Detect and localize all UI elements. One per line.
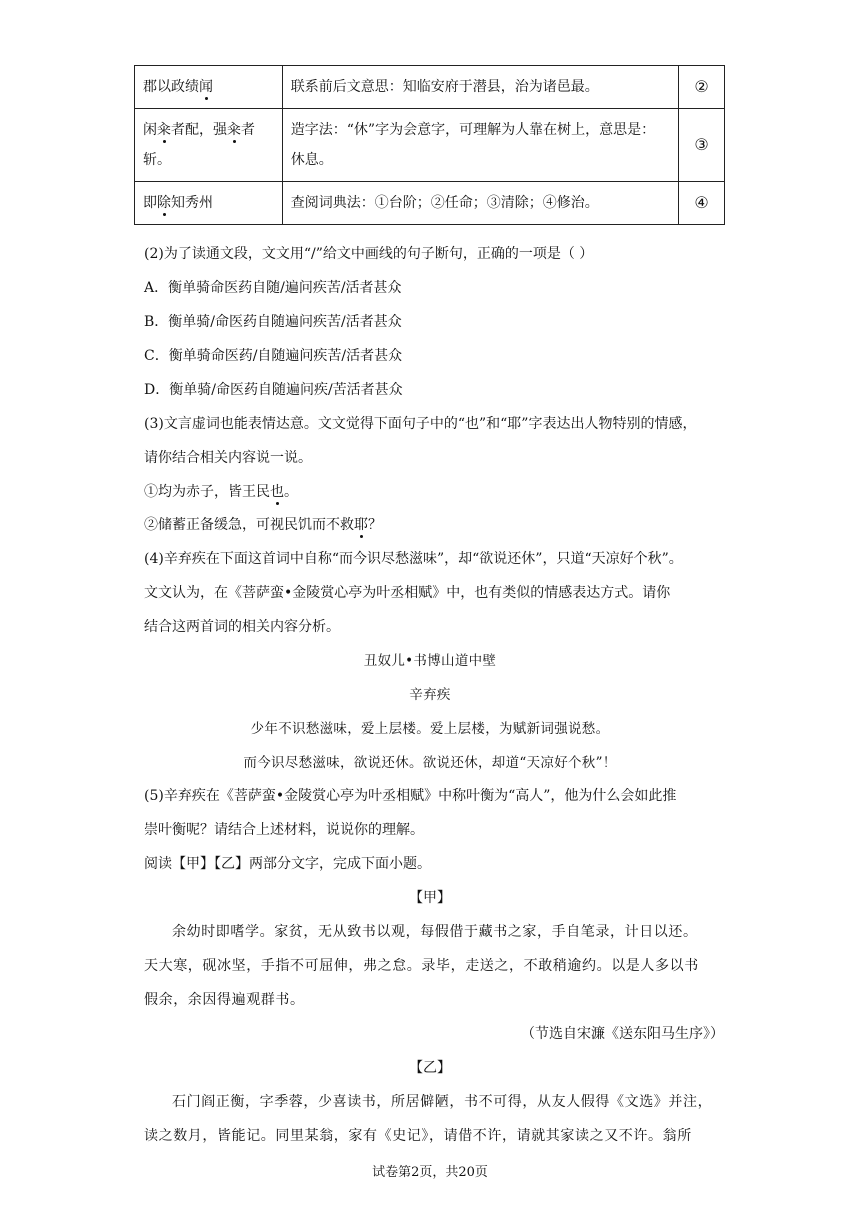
question-2-option-b: B．衡单骑/命医药自随遍问疾苦/活者甚众 [144, 314, 402, 330]
table-cell-method: 造字法：“休”字为会意字，可理解为人靠在树上，意思是： 休息。 [282, 109, 678, 182]
table-cell-term: 郡以政绩闻 [135, 66, 283, 109]
passage-yi-line-1: 石门阎正衡，字季蓉，少喜读书，所居僻陋，书不可得，从友人假得《文选》并注， [172, 1094, 713, 1110]
question-5-line-1: (5)辛弃疾在《菩萨蛮•金陵赏心亭为叶丞相赋》中称叶衡为“高人”，他为什么会如此推 [144, 788, 677, 804]
table-cell-method: 查阅词典法：①台阶；②任命；③清除；④修治。 [282, 182, 678, 225]
passage-jia-line-2: 天大寒，砚冰坚，手指不可屈伸，弗之怠。录毕，走送之，不敢稍逾约。以是人多以书 [144, 958, 699, 974]
table-cell-method: 联系前后文意思：知临安府于潜县，治为诸邑最。 [282, 66, 678, 109]
question-3-line-2: 请你结合相关内容说一说。 [144, 450, 312, 466]
table-cell-term: 即除知秀州 [135, 182, 283, 225]
question-4-line-1: (4)辛弃疾在下面这首词中自称“而今识尽愁滋味”，却“欲说还休”，只道“天凉好个秋”。 [144, 551, 683, 567]
poem-title: 丑奴儿•书博山道中壁 [363, 653, 497, 669]
emphasis-dot-char: 籴 [227, 122, 241, 138]
table-cell-number: ④ [679, 182, 725, 225]
table-cell-number: ③ [679, 109, 725, 182]
question-4-line-3: 结合这两首词的相关内容分析。 [144, 619, 340, 635]
emphasis-dot-char: 也 [270, 484, 284, 500]
emphasis-dot-char: 闻 [199, 79, 213, 95]
passage-yi-heading: 【乙】 [409, 1060, 451, 1076]
poem-line-1: 少年不识愁滋味，爱上层楼。爱上层楼，为赋新词强说愁。 [250, 721, 610, 737]
question-2-option-c: C．衡单骑命医药/自随遍问疾苦/活者甚众 [144, 348, 403, 364]
poem-line-2: 而今识尽愁滋味，欲说还休。欲说还休，却道“天凉好个秋”！ [243, 755, 617, 771]
passage-jia-line-1: 余幼时即嗜学。家贫，无从致书以观，每假借于藏书之家，手自笔录，计日以还。 [172, 924, 698, 940]
passage-jia-heading: 【甲】 [409, 890, 451, 906]
question-2-option-a: A．衡单骑命医药自随/遍问疾苦/活者甚众 [144, 280, 402, 296]
reading-intro: 阅读【甲】【乙】两部分文字，完成下面小题。 [144, 856, 431, 872]
question-2-stem: (2)为了读通文段，文文用“/”给文中画线的句子断句，正确的一项是（ ） [144, 246, 594, 262]
emphasis-dot-char: 籴 [157, 122, 171, 138]
question-5-line-2: 崇叶衡呢？请结合上述材料，说说你的理解。 [144, 822, 424, 838]
emphasis-dot-char: 除 [157, 195, 171, 211]
passage-jia-line-3: 假余，余因得遍观群书。 [144, 992, 305, 1008]
question-2-option-d: D．衡单骑/命医药自随遍问疾/苦活者甚众 [144, 382, 403, 398]
vocab-method-table [134, 65, 725, 225]
table-row [135, 66, 725, 109]
table-cell-term: 闲籴者配，强籴者 斩。 [135, 109, 283, 182]
passage-yi-line-2: 读之数月，皆能记。同里某翁，家有《史记》，请借不许，请就其家读之又不许。翁所 [144, 1128, 692, 1144]
table-cell-number: ② [679, 66, 725, 109]
table-row [135, 109, 725, 182]
question-3-sentence-1: ①均为赤子，皆王民也。 [144, 484, 298, 500]
passage-jia-source: （节选自宋濂《送东阳马生序》） [521, 1026, 724, 1042]
emphasis-dot-char: 耶 [354, 517, 368, 533]
table-row [135, 182, 725, 225]
page-footer: 试卷第2页，共20页 [372, 1165, 488, 1180]
poem-author: 辛弃疾 [409, 687, 451, 703]
question-3-sentence-2: ②储蓄正备缓急，可视民饥而不救耶？ [144, 517, 382, 533]
question-4-line-2: 文文认为，在《菩萨蛮•金陵赏心亭为叶丞相赋》中，也有类似的情感表达方式。请你 [144, 585, 671, 601]
question-3-line-1: (3)文言虚词也能表情达意。文文觉得下面句子中的“也”和“耶”字表达出人物特别的情感， [144, 416, 697, 432]
